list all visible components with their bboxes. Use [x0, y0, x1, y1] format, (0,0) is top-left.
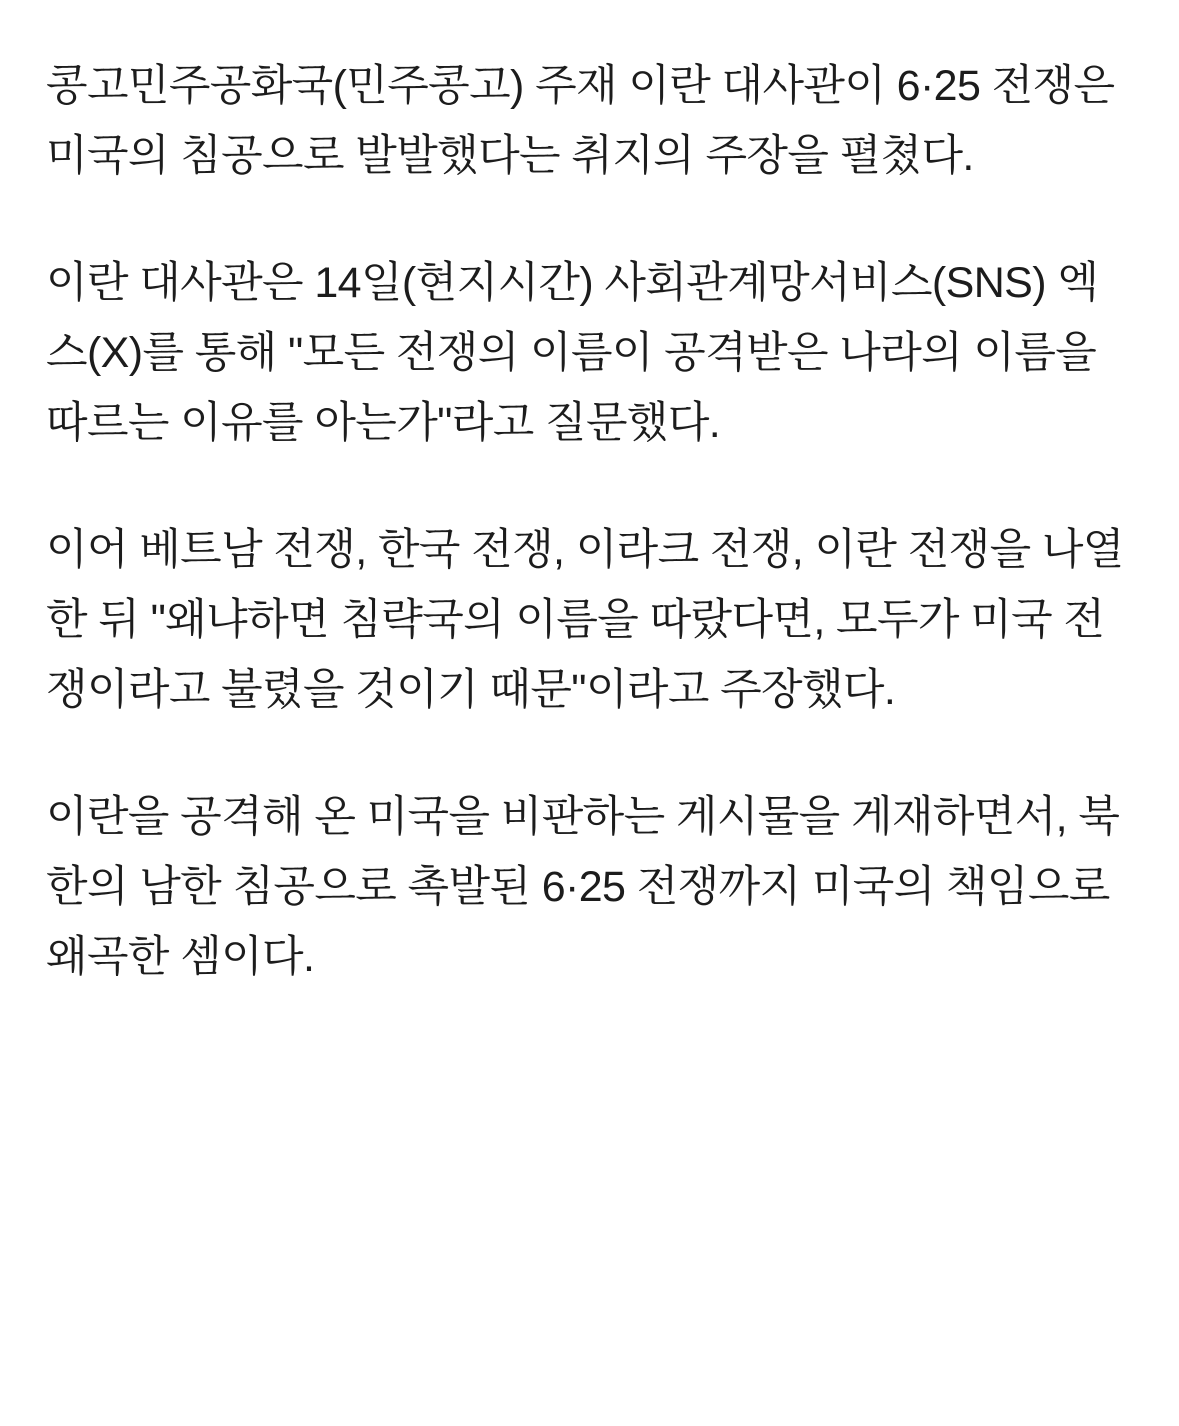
article-paragraph-2: 이란 대사관은 14일(현지시간) 사회관계망서비스(SNS) 엑스(X)를 통해 "모든 전쟁의 이름이 공격받은 나라의 이름을 따르는 이유를 아는가"라고 질문했다.	[46, 259, 1099, 447]
article-paragraph-3: 이어 베트남 전쟁, 한국 전쟁, 이라크 전쟁, 이란 전쟁을 나열한 뒤 "왜냐하면 침략국의 이름을 따랐다면, 모두가 미국 전쟁이라고 불렸을 것이기 때문"이라고 주장했다.	[46, 526, 1124, 714]
article-paragraph-4: 이란을 공격해 온 미국을 비판하는 게시물을 게재하면서, 북한의 남한 침공으로 촉발된 6·25 전쟁까지 미국의 책임으로 왜곡한 셈이다.	[46, 793, 1120, 981]
article-paragraph-1: 콩고민주공화국(민주콩고) 주재 이란 대사관이 6·25 전쟁은 미국의 침공으로 발발했다는 취지의 주장을 펼쳤다.	[46, 62, 1115, 180]
